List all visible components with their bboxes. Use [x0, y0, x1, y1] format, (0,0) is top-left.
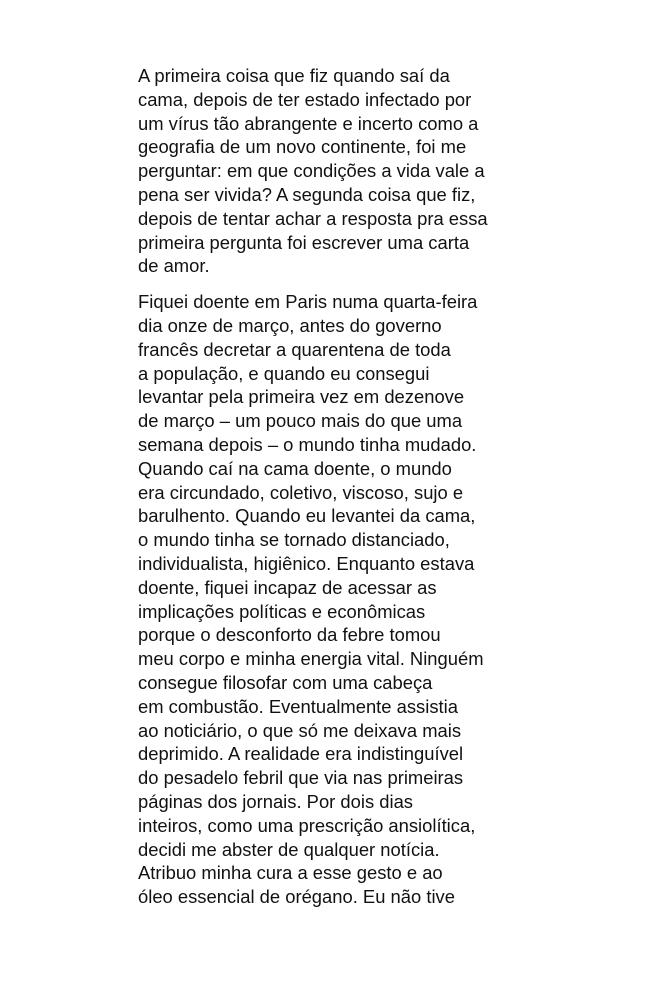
text-line: inteiros, como uma prescrição ansiolítica, [138, 814, 476, 836]
text-line: páginas dos jornais. Por dois dias [138, 790, 413, 812]
paragraph-2 [138, 290, 518, 909]
text-line: Quando caí na cama doente, o mundo [138, 457, 452, 479]
text-line: era circundado, coletivo, viscoso, sujo e [138, 481, 464, 503]
text-line: do pesadelo febril que via nas primeiras [138, 767, 464, 789]
text-line: Fiquei doente em Paris numa quarta-feira [138, 291, 478, 313]
text-line: depois de tentar achar a resposta pra essa [138, 207, 488, 229]
text-line: barulhento. Quando eu levantei da cama, [138, 505, 476, 527]
text-line: deprimido. A realidade era indistinguível [138, 743, 464, 765]
text-line: de março – um pouco mais do que uma [138, 410, 463, 432]
text-line: geografia de um novo continente, foi me [138, 136, 467, 158]
text-line: óleo essencial de orégano. Eu não tive [138, 886, 455, 908]
body-text [138, 64, 518, 921]
text-line: de amor. [138, 255, 210, 277]
text-line: primeira pergunta foi escrever uma carta [138, 231, 470, 253]
text-line: dia onze de março, antes do governo [138, 314, 442, 336]
text-line: doente, fiquei incapaz de acessar as [138, 576, 437, 598]
text-line: ao noticiário, o que só me deixava mais [138, 719, 462, 741]
text-line: consegue filosofar com uma cabeça [138, 671, 433, 693]
text-line: perguntar: em que condições a vida vale a [138, 160, 485, 182]
text-line: meu corpo e minha energia vital. Ninguém [138, 648, 484, 670]
text-line: em combustão. Eventualmente assistia [138, 695, 458, 717]
text-line: um vírus tão abrangente e incerto como a [138, 112, 479, 134]
text-line: cama, depois de ter estado infectado por [138, 88, 472, 110]
text-line: implicações políticas e econômicas [138, 600, 426, 622]
paragraph-1 [138, 64, 518, 278]
text-line: pena ser vivida? A segunda coisa que fiz, [138, 183, 476, 205]
text-line: francês decretar a quarentena de toda [138, 338, 451, 360]
text-line: semana depois – o mundo tinha mudado. [138, 433, 477, 455]
text-line: a população, e quando eu consegui [138, 362, 430, 384]
text-line: individualista, higiênico. Enquanto estava [138, 552, 475, 574]
text-line: o mundo tinha se tornado distanciado, [138, 529, 450, 551]
text-line: A primeira coisa que fiz quando saí da [138, 65, 450, 86]
text-line: levantar pela primeira vez em dezenove [138, 386, 465, 408]
text-line: Atribuo minha cura a esse gesto e ao [138, 862, 443, 884]
text-line: porque o desconforto da febre tomou [138, 624, 441, 646]
text-line: decidi me abster de qualquer notícia. [138, 838, 440, 860]
